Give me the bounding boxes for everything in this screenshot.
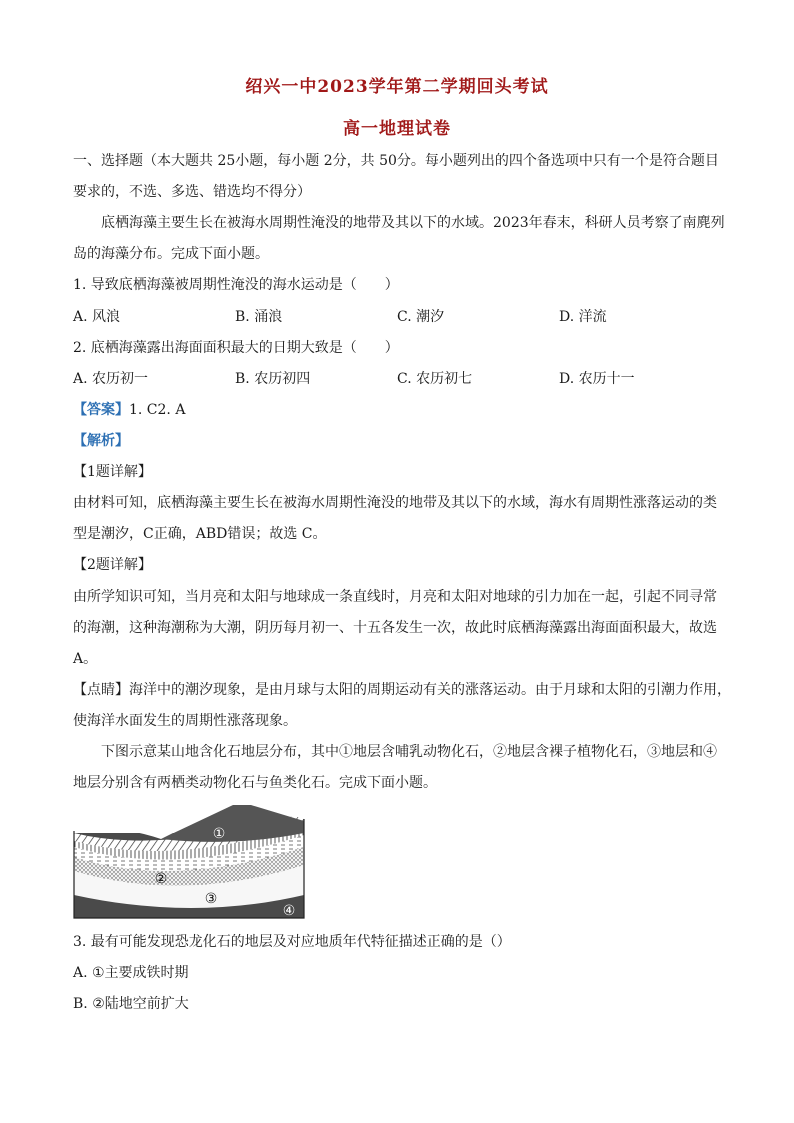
question-3-option-b: B. ②陆地空前扩大 bbox=[73, 996, 189, 1012]
comment-label: 【点睛】 bbox=[73, 682, 129, 698]
question-1-option-a: A. 风浪 bbox=[73, 309, 121, 325]
question-2-option-c: C. 农历初七 bbox=[397, 371, 473, 387]
question-3-option-a: A. ①主要成铁时期 bbox=[73, 965, 189, 981]
comment-line1 bbox=[73, 680, 731, 700]
question-2-option-a: A. 农历初一 bbox=[73, 371, 149, 387]
question-1-stem: 1. 导致底栖海藻被周期性淹没的海水运动是（ ） bbox=[73, 277, 399, 293]
material1-line1: 底栖海藻主要生长在被海水周期性淹没的地带及其以下的水域。2023年春末，科研人员考察了南麂列 bbox=[101, 215, 725, 231]
analysis-label: 【解析】 bbox=[73, 433, 129, 449]
detail-2-label: 【2题详解】 bbox=[73, 557, 152, 573]
question-2-stem: 2. 底栖海藻露出海面面积最大的日期大致是（ ） bbox=[73, 340, 399, 356]
answer-label: 【答案】 bbox=[73, 402, 129, 418]
material2-line2: 地层分别含有两栖类动物化石与鱼类化石。完成下面小题。 bbox=[73, 775, 437, 791]
detail-1-label: 【1题详解】 bbox=[73, 464, 152, 480]
strata-label-3: ③ bbox=[204, 891, 218, 907]
question-1-option-b: B. 涌浪 bbox=[235, 309, 283, 325]
detail-2-line2: 的海潮，这种海潮称为大潮，阴历每月初一、十五各发生一次，故此时底栖海藻露出海面面积最大，故选 bbox=[73, 620, 717, 636]
strata-label-4: ④ bbox=[282, 903, 296, 919]
question-1-option-c: C. 潮汐 bbox=[397, 309, 445, 325]
detail-2-line1: 由所学知识可知，当月亮和太阳与地球成一条直线时，月亮和太阳对地球的引力加在一起，引起不同寻常 bbox=[73, 589, 717, 605]
question-2-option-b: B. 农历初四 bbox=[235, 371, 311, 387]
question-3-stem: 3. 最有可能发现恐龙化石的地层及对应地质年代特征描述正确的是（） bbox=[73, 934, 511, 950]
page-subtitle: 高一地理试卷 bbox=[343, 119, 451, 139]
strata-figure bbox=[73, 803, 305, 919]
question-2-option-d: D. 农历十一 bbox=[559, 371, 635, 387]
material1-line2: 岛的海藻分布。完成下面小题。 bbox=[73, 246, 269, 262]
answer-text: 1. C2. A bbox=[129, 402, 186, 418]
question-1-option-d: D. 洋流 bbox=[559, 309, 607, 325]
comment-line2: 使海洋水面发生的周期性涨落现象。 bbox=[73, 713, 297, 729]
section-instructions-line1: 一、选择题（本大题共 25小题，每小题 2分，共 50分。每小题列出的四个备选项中只有一个是符合题目 bbox=[73, 153, 719, 169]
detail-2-line3: A。 bbox=[73, 651, 98, 667]
strata-label-2: ② bbox=[154, 871, 168, 887]
detail-1-line1: 由材料可知，底栖海藻主要生长在被海水周期性淹没的地带及其以下的水域，海水有周期性涨落运动的类 bbox=[73, 495, 717, 511]
detail-1-line2: 型是潮汐，C正确，ABD错误；故选 C。 bbox=[73, 526, 327, 542]
comment-text-1: 海洋中的潮汐现象，是由月球与太阳的周期运动有关的涨落运动。由于月球和太阳的引潮力作用， bbox=[129, 682, 731, 698]
section-instructions-line2: 要求的，不选、多选、错选均不得分） bbox=[73, 184, 311, 200]
page-title: 绍兴一中2023学年第二学期回头考试 bbox=[245, 77, 549, 97]
answer-line bbox=[73, 400, 185, 420]
material2-line1: 下图示意某山地含化石地层分布，其中①地层含哺乳动物化石，②地层含裸子植物化石，③地层和④ bbox=[101, 744, 717, 760]
strata-label-1: ① bbox=[212, 826, 226, 842]
